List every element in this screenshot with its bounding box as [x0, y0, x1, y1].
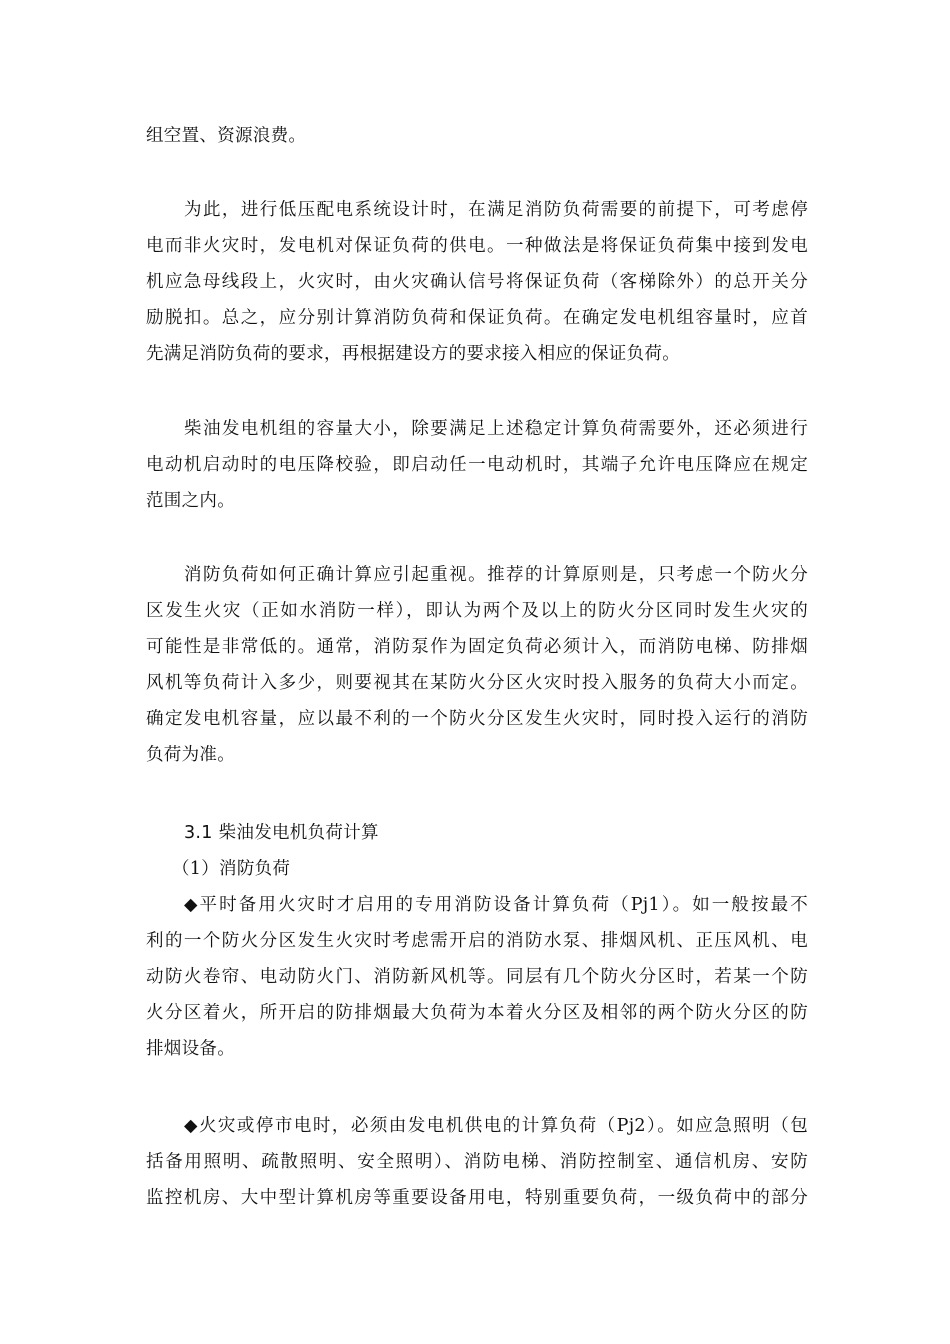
text-line: 机应急母线段上，火灾时，由火灾确认信号将保证负荷（客梯除外）的总开关分	[146, 272, 808, 292]
paragraph-pj2-load	[146, 1108, 808, 1216]
text-line: 括备用照明、疏散照明、安全照明）、消防电梯、消防控制室、通信机房、安防	[146, 1152, 808, 1172]
text-line: 组空置、资源浪费。	[146, 126, 307, 146]
section-title: 3.1 柴油发电机负荷计算	[184, 823, 379, 843]
paragraph-low-voltage-design	[146, 192, 808, 372]
text-line: 为此，进行低压配电系统设计时，在满足消防负荷需要的前提下，可考虑停	[184, 200, 808, 220]
text-line: 风机等负荷计入多少，则要视其在某防火分区火灾时投入服务的负荷大小而定。	[146, 673, 808, 693]
paragraph-generator-capacity	[146, 411, 808, 519]
subsection-heading	[146, 851, 808, 887]
text-line: 监控机房、大中型计算机房等重要设备用电，特别重要负荷，一级负荷中的部分	[146, 1188, 808, 1208]
text-line: 利的一个防火分区发生火灾时考虑需开启的消防水泵、排烟风机、正压风机、电	[146, 931, 808, 951]
text-line: 可能性是非常低的。通常，消防泵作为固定负荷必须计入，而消防电梯、防排烟	[146, 637, 808, 657]
text-line: 先满足消防负荷的要求，再根据建设方的要求接入相应的保证负荷。	[146, 344, 680, 364]
text-line: 区发生火灾（正如水消防一样），即认为两个及以上的防火分区同时发生火灾的	[146, 601, 808, 621]
text-line: 电而非火灾时，发电机对保证负荷的供电。一种做法是将保证负荷集中接到发电	[146, 236, 808, 256]
text-line: 电动机启动时的电压降校验，即启动任一电动机时，其端子允许电压降应在规定	[146, 455, 808, 475]
paragraph-resource-waste	[146, 118, 808, 154]
text-line: 排烟设备。	[146, 1039, 235, 1059]
text-line: ◆平时备用火灾时才启用的专用消防设备计算负荷（Pj1）。如一般按最不	[184, 895, 808, 915]
paragraph-fire-load-calculation	[146, 557, 808, 773]
text-line: 范围之内。	[146, 491, 235, 511]
subsection-title: （1）消防负荷	[172, 859, 291, 879]
text-line: 动防火卷帘、电动防火门、消防新风机等。同层有几个防火分区时，若某一个防	[146, 967, 808, 987]
text-line: 火分区着火，所开启的防排烟最大负荷为本着火分区及相邻的两个防火分区的防	[146, 1003, 808, 1023]
text-line: 负荷为准。	[146, 745, 235, 765]
text-line: 励脱扣。总之，应分别计算消防负荷和保证负荷。在确定发电机组容量时，应首	[146, 308, 808, 328]
text-line: 柴油发电机组的容量大小，除要满足上述稳定计算负荷需要外，还必须进行	[184, 419, 808, 439]
section-heading	[146, 815, 808, 851]
text-line: 确定发电机容量，应以最不利的一个防火分区发生火灾时，同时投入运行的消防	[146, 709, 808, 729]
text-line: 消防负荷如何正确计算应引起重视。推荐的计算原则是，只考虑一个防火分	[184, 565, 808, 585]
text-line: ◆火灾或停市电时，必须由发电机供电的计算负荷（Pj2）。如应急照明（包	[184, 1116, 808, 1136]
paragraph-pj1-load	[146, 887, 808, 1067]
